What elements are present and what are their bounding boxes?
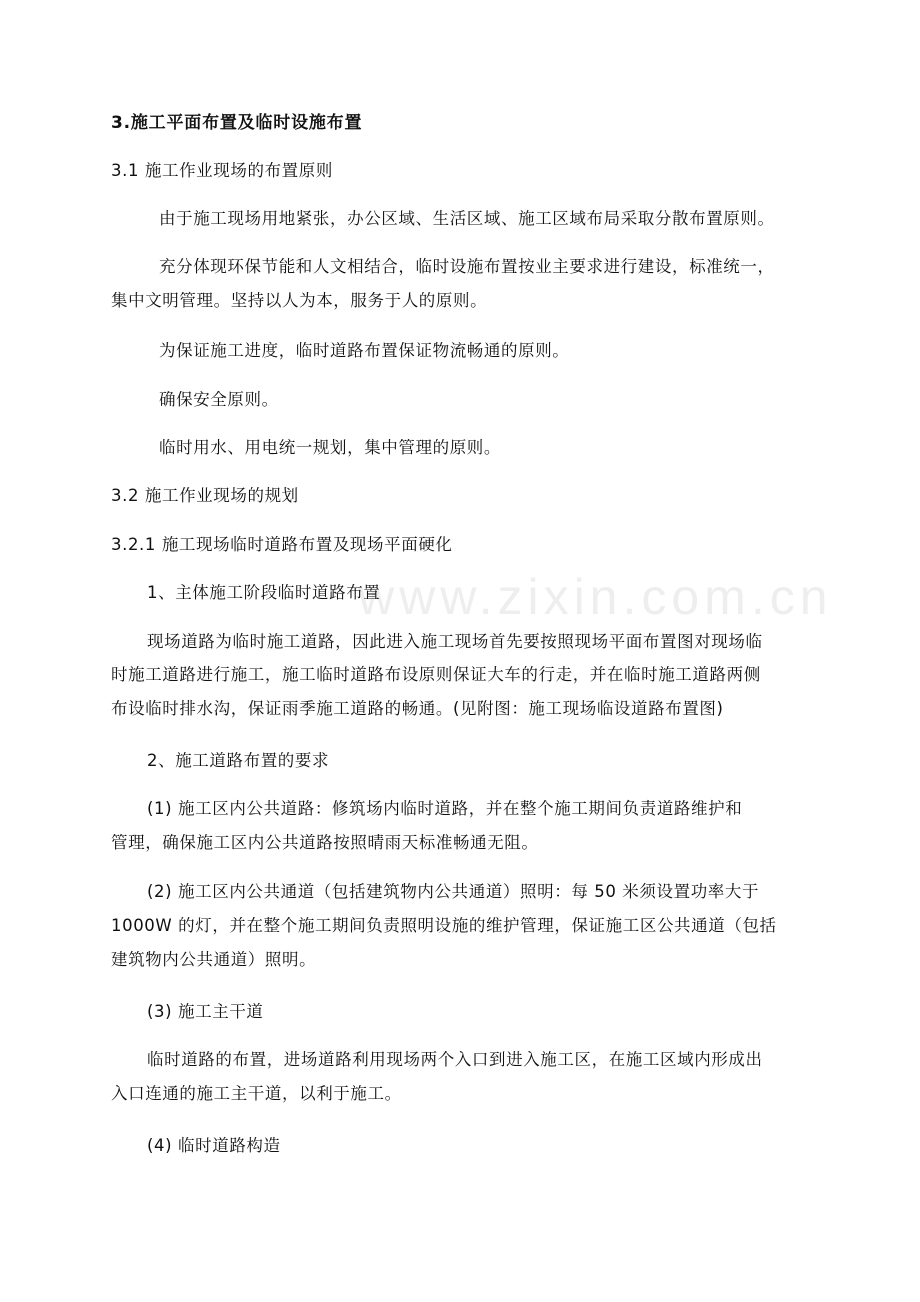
paragraph-line: 1000W 的灯，并在整个施工期间负责照明设施的维护管理，保证施工区公共通道（包括	[111, 916, 777, 935]
paragraph-line: 管理，确保施工区内公共道路按照晴雨天标准畅通无阻。	[111, 833, 539, 852]
paragraph-line: 布设临时排水沟，保证雨季施工道路的畅通。(见附图：施工现场临设道路布置图)	[111, 699, 724, 718]
paragraph: 临时用水、用电统一规划，集中管理的原则。	[159, 438, 501, 457]
section-heading: 3.施工平面布置及临时设施布置	[111, 113, 363, 133]
subsubsection-heading: 3.2.1 施工现场临时道路布置及现场平面硬化	[111, 535, 453, 554]
watermark: www.zixin.com.cn	[358, 569, 833, 625]
list-item: (4) 临时道路构造	[147, 1136, 281, 1155]
subsection-heading: 3.2 施工作业现场的规划	[111, 486, 299, 505]
paragraph-line: 建筑物内公共通道）照明。	[111, 950, 317, 969]
paragraph-line: 时施工道路进行施工，施工临时道路布设原则保证大车的行走，并在临时施工道路两侧	[111, 665, 761, 684]
paragraph-line: 集中文明管理。坚持以人为本，服务于人的原则。	[111, 291, 488, 310]
paragraph-line: (2) 施工区内公共通道（包括建筑物内公共通道）照明：每 50 米须设置功率大于	[147, 882, 760, 901]
list-item: 2、施工道路布置的要求	[147, 751, 330, 770]
list-item: 1、主体施工阶段临时道路布置	[147, 583, 381, 602]
paragraph: 确保安全原则。	[159, 390, 279, 409]
paragraph-line: (1) 施工区内公共道路：修筑场内临时道路，并在整个施工期间负责道路维护和	[147, 799, 743, 818]
list-item: (3) 施工主干道	[147, 1002, 264, 1021]
paragraph-line: 临时道路的布置，进场道路利用现场两个入口到进入施工区，在施工区域内形成出	[147, 1050, 763, 1069]
paragraph: 为保证施工进度，临时道路布置保证物流畅通的原则。	[159, 341, 570, 360]
paragraph-line: 入口连通的施工主干道，以利于施工。	[111, 1084, 402, 1103]
paragraph-line: 充分体现环保节能和人文相结合，临时设施布置按业主要求进行建设，标准统一，	[159, 257, 775, 276]
paragraph: 由于施工现场用地紧张，办公区域、生活区域、施工区域布局采取分散布置原则。	[159, 209, 775, 228]
paragraph-line: 现场道路为临时施工道路，因此进入施工现场首先要按照现场平面布置图对现场临	[147, 632, 763, 651]
subsection-heading: 3.1 施工作业现场的布置原则	[111, 161, 333, 180]
